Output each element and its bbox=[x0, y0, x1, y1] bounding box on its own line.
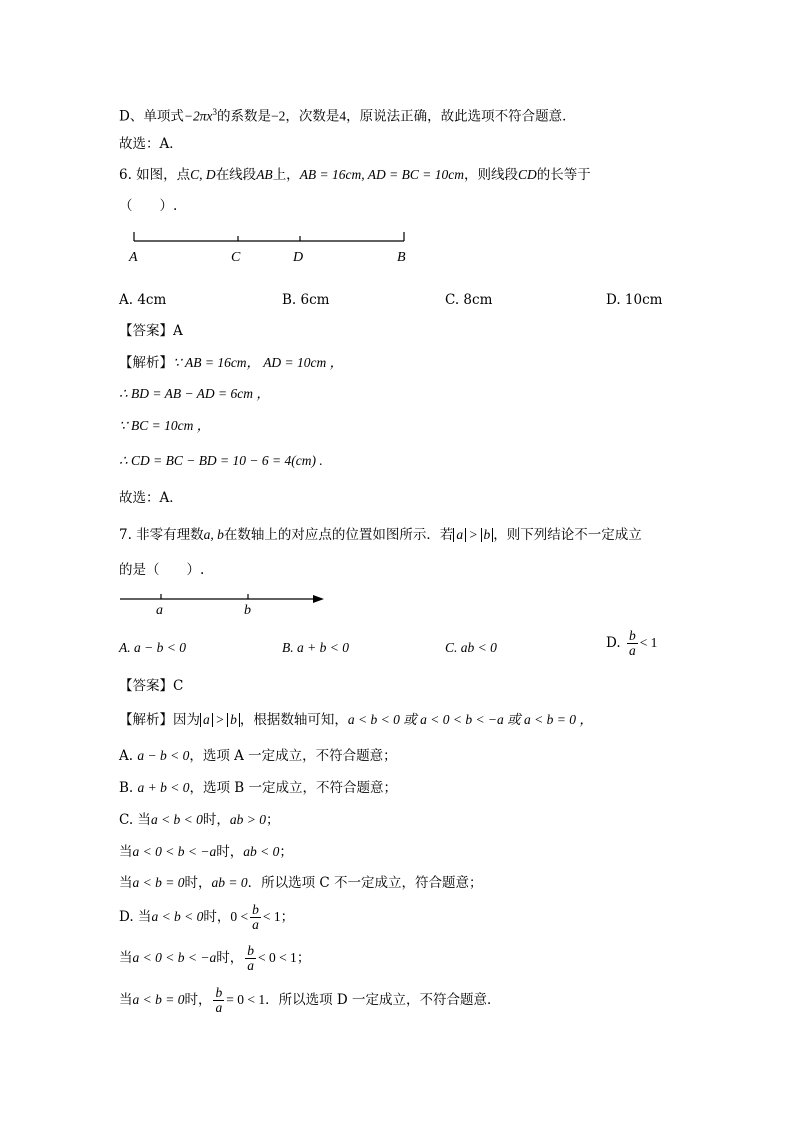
fraction: $\frac{b}{a}$ bbox=[215, 985, 223, 1015]
math: ∵ AB = 16cm， AD = 10cm ， bbox=[173, 355, 344, 370]
text: D. bbox=[606, 635, 621, 651]
q6-answer: 【答案】A bbox=[119, 323, 183, 339]
text: ，则线段 bbox=[464, 167, 518, 183]
math: ∴ CD = BC − BD = 10 − 6 = 4(cm) . bbox=[119, 453, 323, 468]
label-a: A bbox=[129, 250, 138, 265]
math: ∴ BD = AB − AD = 6cm ， bbox=[119, 386, 270, 401]
text: 6. 如图，点 bbox=[119, 167, 191, 183]
math: C, D bbox=[190, 167, 216, 182]
text: ，则下列结论不一定成立 bbox=[493, 527, 642, 543]
q6-analysis-line2 bbox=[119, 385, 270, 403]
math: a < b < 0 或 a < 0 < b < −a 或 a < b = 0 ， bbox=[347, 712, 593, 727]
q7-answer: 【答案】C bbox=[119, 678, 184, 694]
text: 的长等于 bbox=[536, 167, 591, 183]
q6-stem-line2: （ ）. bbox=[119, 198, 178, 214]
q7-analysis-c2: 当a < 0 < b < −a时，ab < 0； bbox=[119, 844, 293, 860]
q6-option-d: D. 10cm bbox=[606, 292, 663, 308]
q6-analysis-line1 bbox=[119, 354, 343, 372]
q7-number-line bbox=[118, 588, 333, 618]
q7-analysis-c1: C. 当a < b < 0时，ab > 0； bbox=[119, 812, 280, 828]
math: AB bbox=[256, 167, 273, 182]
math: 4 bbox=[339, 108, 347, 124]
abs-b: b bbox=[481, 528, 494, 542]
q6-stem-line1 bbox=[119, 166, 591, 184]
math: AB = 16cm, AD = BC = 10cm bbox=[299, 167, 464, 182]
q6-option-b: B. 6cm bbox=[282, 292, 330, 308]
text: ，次数是 bbox=[285, 108, 340, 125]
text: 在线段 bbox=[215, 167, 257, 183]
text: 7. 非零有理数 bbox=[119, 527, 204, 543]
math-sup: 3 bbox=[212, 107, 217, 117]
q7-analysis-d1: D. 当a < b < 0时，0 < $\frac{b}{a}$ < 1； bbox=[119, 902, 295, 932]
fraction: $\frac{b}{a}$ bbox=[247, 943, 254, 973]
q7-stem-line1 bbox=[119, 526, 642, 544]
math: −2πx bbox=[183, 108, 213, 124]
label-d: D bbox=[293, 250, 304, 265]
fraction: $\frac{b}{a}$ bbox=[252, 902, 259, 932]
text: D、单项式 bbox=[119, 108, 184, 125]
q7-analysis-d3: 当a < b = 0时， $\frac{b}{a}$ = 0 < 1．所以选项 D 一定成立，不符合题意． bbox=[119, 985, 501, 1015]
text: 【解析】因为 bbox=[119, 712, 200, 728]
text: 上， bbox=[272, 167, 300, 183]
text: 在数轴上的对应点的位置如图所示．若 bbox=[223, 527, 454, 543]
q6-option-c: C. 8cm bbox=[445, 292, 493, 308]
label-b: b bbox=[244, 603, 251, 618]
q7-analysis-line1: 【解析】因为 a > b ，根据数轴可知，a < b < 0 或 a < 0 < b < −a 或 a < b = 0 ， bbox=[119, 712, 593, 728]
math: CD bbox=[518, 167, 537, 182]
q7-analysis-c3: 当a < b = 0时，ab = 0．所以选项 C 不一定成立，符合题意； bbox=[119, 875, 483, 891]
q7-stem-line2: 的是（ ）. bbox=[119, 562, 205, 578]
text: 【解析】 bbox=[119, 355, 173, 371]
q7-analysis-d2: 当a < 0 < b < −a时， $\frac{b}{a}$ < 0 < 1； bbox=[119, 943, 311, 973]
q7-analysis-a: A. a − b < 0，选项 A 一定成立，不符合题意； bbox=[119, 748, 397, 764]
text: 的系数是 bbox=[216, 108, 271, 125]
q6-segment-figure bbox=[118, 226, 418, 270]
math: −2 bbox=[270, 108, 286, 124]
q5-option-d-line bbox=[119, 103, 576, 126]
axis-arrow bbox=[313, 595, 324, 603]
q6-analysis-line3 bbox=[119, 417, 210, 435]
q5-answer: 故选：A． bbox=[119, 136, 183, 152]
fraction: $\frac{b}{a}$ bbox=[628, 628, 636, 658]
math: > bbox=[469, 527, 478, 542]
q6-final: 故选：A． bbox=[119, 490, 183, 506]
q7-option-a: A. a − b < 0 bbox=[119, 640, 186, 655]
q6-option-a: A. 4cm bbox=[119, 292, 167, 308]
math: < 1 bbox=[639, 635, 658, 650]
q7-option-c: C. ab < 0 bbox=[445, 640, 497, 655]
math: a, b bbox=[203, 527, 224, 542]
label-c: C bbox=[231, 250, 241, 265]
q7-analysis-b: B. a + b < 0，选项 B 一定成立，不符合题意； bbox=[119, 780, 398, 796]
label-b: B bbox=[397, 250, 406, 265]
math: ∵ BC = 10cm ， bbox=[119, 418, 211, 433]
text: ，原说法正确，故此选项不符合题意． bbox=[346, 108, 576, 125]
label-a: a bbox=[156, 603, 163, 618]
q7-option-b: B. a + b < 0 bbox=[282, 640, 349, 655]
text: ，根据数轴可知， bbox=[239, 712, 348, 728]
q6-analysis-line4 bbox=[119, 452, 323, 470]
q7-option-d bbox=[606, 629, 657, 658]
abs-a: a bbox=[453, 528, 466, 542]
